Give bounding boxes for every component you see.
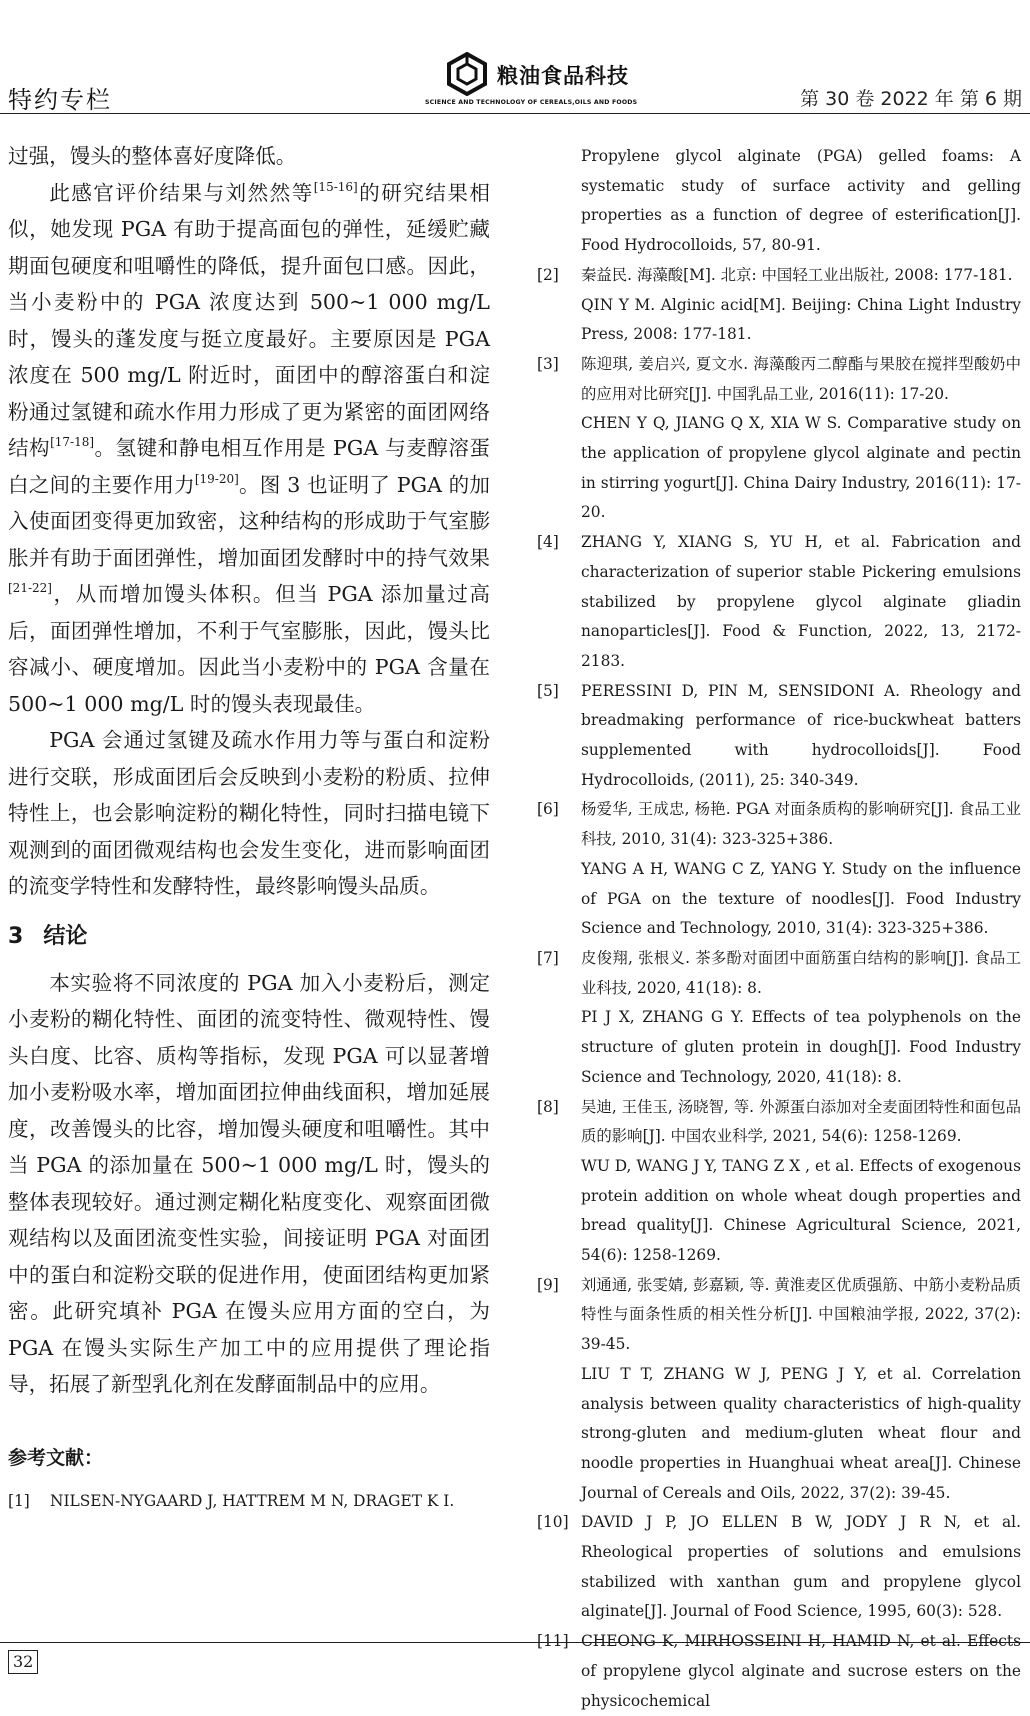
reference-text: 陈迎琪, 姜启兴, 夏文水. 海藻酸丙二醇酯与果胶在搅拌型酸奶中的应用对比研究[J]. 中国乳品工业, 2016(11): 17-20. xyxy=(581,354,1021,403)
body-paragraph: 过强，馒头的整体喜好度降低。 xyxy=(8,144,297,168)
reference-number: [11] xyxy=(537,1632,569,1651)
page-number: 32 xyxy=(8,1650,38,1674)
reference-item xyxy=(537,795,1021,944)
reference-item xyxy=(537,1271,1021,1509)
reference-text: CHEONG K, MIRHOSSEINI H, HAMID N, et al. Effects of propylene glycol alginate and sucrose esters on the physicochemical xyxy=(581,1632,1021,1710)
body-paragraph: PGA 会通过氢键及疏水作用力等与蛋白和淀粉进行交联，形成面团后会反映到小麦粉的粉质、拉伸特性上，也会影响淀粉的糊化特性，同时扫描电镜下观测到的面团微观结构也会发生变化，进而影响面团的流变学特性和发酵特性，最终影响馒头品质。 xyxy=(8,728,490,898)
reference-text: 皮俊翔, 张根义. 茶多酚对面团中面筋蛋白结构的影响[J]. 食品工业科技, 2020, 41(18): 8. xyxy=(581,948,1021,997)
reference-number: [7] xyxy=(537,948,559,967)
reference-text: DAVID J P, JO ELLEN B W, JODY J R N, et al. Rheological properties of solutions and emulsions stabilized with xanthan gum and propylene glycol alginate[J]. Journal of Food Science, 1995, 60(3): 528. xyxy=(581,1513,1021,1621)
reference-item xyxy=(8,1487,490,1517)
reference-list-left xyxy=(8,1487,490,1517)
reference-text-en: WU D, WANG J Y, TANG Z X , et al. Effects of exogenous protein addition on whole wheat dough properties and bread quality[J]. Chinese Agricultural Science, 2021, 54(6): 1258-1269. xyxy=(581,1156,1021,1265)
reference-item xyxy=(537,1627,1021,1716)
text-run: 。图 3 也证明了 PGA 的加入使面团变得更加致密，这种结构的形成助于气室膨胀并有助于面团弹性，增加面团发酵时中的持气效果 xyxy=(8,472,491,570)
reference-number: [10] xyxy=(537,1513,569,1532)
reference-number: [5] xyxy=(537,681,559,700)
reference-text: 秦益民. 海藻酸[M]. 北京: 中国轻工业出版社, 2008: 177-181. xyxy=(581,265,1013,284)
reference-text: 杨爱华, 王成忠, 杨艳. PGA 对面条质构的影响研究[J]. 食品工业科技, 2010, 31(4): 323-325+386. xyxy=(581,800,1021,849)
reference-text: PERESSINI D, PIN M, SENSIDONI A. Rheology and breadmaking performance of rice-buckwheat batters supplemented with hydrocolloids[J]. Food Hydrocolloids, (2011), 25: 340-349. xyxy=(581,681,1021,789)
reference-item xyxy=(537,528,1021,677)
reference-text-en: LIU T T, ZHANG W J, PENG J Y, et al. Correlation analysis between quality characteristics of high-quality strong-gluten and medium-gluten wheat flour and noodle properties in Huanghuai wheat area[J]. Chinese Journal of Cereals and Oils, 2022, 37(2): 39-45. xyxy=(581,1364,1021,1502)
reference-number: [9] xyxy=(537,1275,559,1294)
reference-number: [2] xyxy=(537,265,559,284)
reference-item xyxy=(537,1093,1021,1271)
footer-rule xyxy=(0,1642,1030,1643)
left-column xyxy=(8,138,490,1516)
journal-logo xyxy=(425,48,645,108)
reference-item xyxy=(537,350,1021,528)
citation: [17-18] xyxy=(50,435,95,449)
reference-number: [3] xyxy=(537,354,559,373)
citation: [15-16] xyxy=(313,179,358,194)
reference-item xyxy=(537,261,1021,350)
journal-name-en: SCIENCE AND TECHNOLOGY OF CEREALS,OILS AND FOODS xyxy=(425,99,638,106)
reference-number: [6] xyxy=(537,800,559,819)
reference-item xyxy=(537,944,1021,1093)
reference-text: Propylene glycol alginate (PGA) gelled foams: A systematic study of surface activity and gelling properties as a function of degree of esterification[J]. Food Hydrocolloids, 57, 80-91. xyxy=(581,147,1021,255)
text-run: 的研究结果相似，她发现 PGA 有助于提高面包的弹性，延缓贮藏期面包硬度和咀嚼性的降低，提升面包口感。因此，当小麦粉中的 PGA 浓度达到 500~1 000 mg/L 时，馒头的蓬发度与挺立度最好。主要原因是 PGA 浓度在 500 mg/L 附近时，面团中的醇溶蛋白和淀粉通过氢键和疏水作用力形成了更为紧密的面团网络结构 xyxy=(8,180,490,460)
right-column xyxy=(537,142,1021,1716)
reference-text-en: YANG A H, WANG C Z, YANG Y. Study on the influence of PGA on the texture of noodles[J]. Food Industry Science and Technology, 2010, 31(4): 323-325+386. xyxy=(581,859,1021,938)
body-paragraph xyxy=(8,175,490,723)
reference-text: NILSEN-NYGAARD J, HATTREM M N, DRAGET K I. xyxy=(50,1491,455,1510)
reference-text: 刘通通, 张雯婧, 彭嘉颖, 等. 黄淮麦区优质强筋、中筋小麦粉品质特性与面条性质的相关性分析[J]. 中国粮油学报, 2022, 37(2): 39-45. xyxy=(581,1275,1021,1354)
reference-text-en: QIN Y M. Alginic acid[M]. Beijing: China Light Industry Press, 2008: 177-181. xyxy=(581,295,1021,344)
citation: [19-20] xyxy=(194,471,239,486)
reference-text-en: CHEN Y Q, JIANG Q X, XIA W S. Comparative study on the application of propylene glycol alginate and pectin in stirring yogurt[J]. China Dairy Industry, 2016(11): 17-20. xyxy=(581,414,1021,522)
body-paragraph: 本实验将不同浓度的 PGA 加入小麦粉后，测定小麦粉的糊化特性、面团的流变特性、微观特性、馒头白度、比容、质构等指标，发现 PGA 可以显著增加小麦粉吸水率，增加面团拉伸曲线面积，增加延展度，改善馒头的比容，增加馒头硬度和咀嚼性。其中当 PGA 的添加量在 500~1 000 mg/L 时，馒头的整体表现较好。通过测定糊化粘度变化、观察面团微观结构以及面团流变性实验，间接证明 PGA 对面团中的蛋白和淀粉交联的促进作用，使面团结构更加紧密。此研究填补 PGA 在馒头应用方面的空白，为 PGA 在馒头实际生产加工中的应用提供了理论指导，拓展了新型乳化剂在发酵面制品中的应用。 xyxy=(8,970,490,1396)
reference-number: [8] xyxy=(537,1097,559,1116)
section-number: 3 xyxy=(8,923,24,949)
reference-item xyxy=(537,142,1021,261)
reference-text: 吴迪, 王佳玉, 汤晓智, 等. 外源蛋白添加对全麦面团特性和面包品质的影响[J]. 中国农业科学, 2021, 54(6): 1258-1269. xyxy=(581,1097,1021,1146)
journal-logo-icon xyxy=(445,52,489,96)
section-label: 特约专栏 xyxy=(8,86,112,114)
page-header xyxy=(0,0,1030,112)
citation: [21-22] xyxy=(8,581,52,595)
text-run: 此感官评价结果与刘然然等 xyxy=(49,180,314,205)
references-title: 参考文献： xyxy=(8,1446,104,1469)
reference-item xyxy=(537,677,1021,796)
journal-name-cn: 粮油食品科技 xyxy=(497,64,629,88)
reference-item xyxy=(537,1508,1021,1627)
reference-number: [4] xyxy=(537,533,559,552)
text-run: ，从而增加馒头体积。但当 PGA 添加量过高后，面团弹性增加，不利于气室膨胀，因此，馒头比容减小、硬度增加。因此当小麦粉中的 PGA 含量在 500~1 000 mg/L 时的馒头表现最佳。 xyxy=(8,582,490,716)
header-rule xyxy=(0,113,1030,114)
reference-text: ZHANG Y, XIANG S, YU H, et al. Fabrication and characterization of superior stable Pickering emulsions stabilized by propylene glycol alginate gliadin nanoparticles[J]. Food & Function, 2022, 13, 2172-2183. xyxy=(581,533,1021,670)
reference-number: [1] xyxy=(8,1491,30,1510)
section-heading xyxy=(8,919,490,955)
reference-text-en: PI J X, ZHANG G Y. Effects of tea polyphenols on the structure of gluten protein in dough[J]. Food Industry Science and Technology, 2020, 41(18): 8. xyxy=(581,1008,1021,1086)
section-heading-text: 结论 xyxy=(43,923,88,949)
text-run: 。氢键和静电相互作用是 PGA 与麦醇溶蛋白之间的主要作用力 xyxy=(8,436,490,497)
issue-info: 第 30 卷 2022 年 第 6 期 xyxy=(800,88,1022,110)
